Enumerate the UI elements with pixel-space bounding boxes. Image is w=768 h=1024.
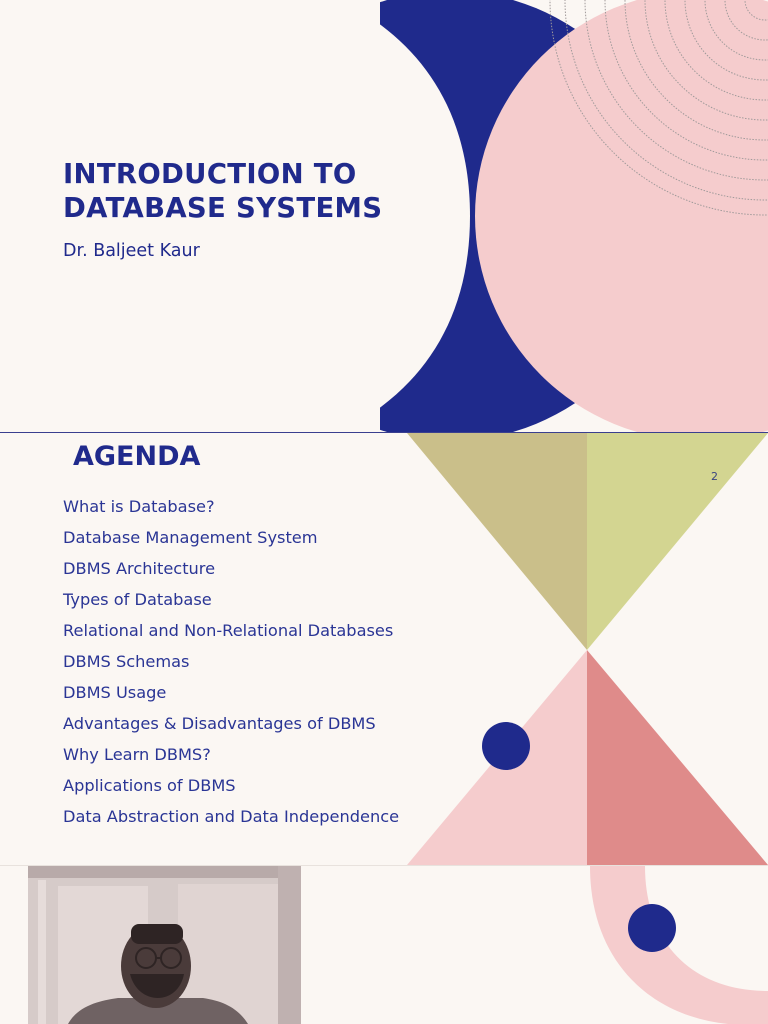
agenda-heading: AGENDA: [73, 441, 201, 472]
agenda-item: DBMS Schemas: [63, 652, 190, 671]
photo-slide-decoration: [560, 866, 768, 1024]
agenda-item: Relational and Non-Relational Databases: [63, 621, 394, 640]
agenda-item: What is Database?: [63, 497, 215, 516]
presenter-name: Dr. Baljeet Kaur: [63, 241, 200, 261]
agenda-item: Database Management System: [63, 528, 318, 547]
agenda-item: DBMS Architecture: [63, 559, 216, 578]
agenda-item: Advantages & Disadvantages of DBMS: [63, 714, 376, 733]
agenda-item: Applications of DBMS: [63, 776, 236, 795]
pink-arc-shape: [590, 866, 768, 1024]
agenda-item: Data Abstraction and Data Independence: [63, 807, 400, 826]
agenda-item: Types of Database: [63, 590, 212, 609]
slide-number: 2: [711, 470, 718, 483]
agenda-list: [63, 496, 399, 837]
rose-triangle-shape: [587, 650, 768, 865]
title-slide: [0, 0, 768, 432]
agenda-slide: [0, 433, 768, 865]
agenda-item: Why Learn DBMS?: [63, 745, 211, 764]
presentation-title: INTRODUCTION TO DATABASE SYSTEMS: [63, 158, 383, 224]
lime-triangle-shape: [587, 433, 768, 650]
navy-dot-shape: [628, 904, 676, 952]
agenda-item: DBMS Usage: [63, 683, 167, 702]
person-photo: [28, 866, 301, 1024]
photo-slide: [0, 866, 768, 1024]
person-photo-icon: [28, 866, 301, 1024]
navy-dot-shape: [482, 722, 530, 770]
olive-triangle-shape: [407, 433, 587, 650]
